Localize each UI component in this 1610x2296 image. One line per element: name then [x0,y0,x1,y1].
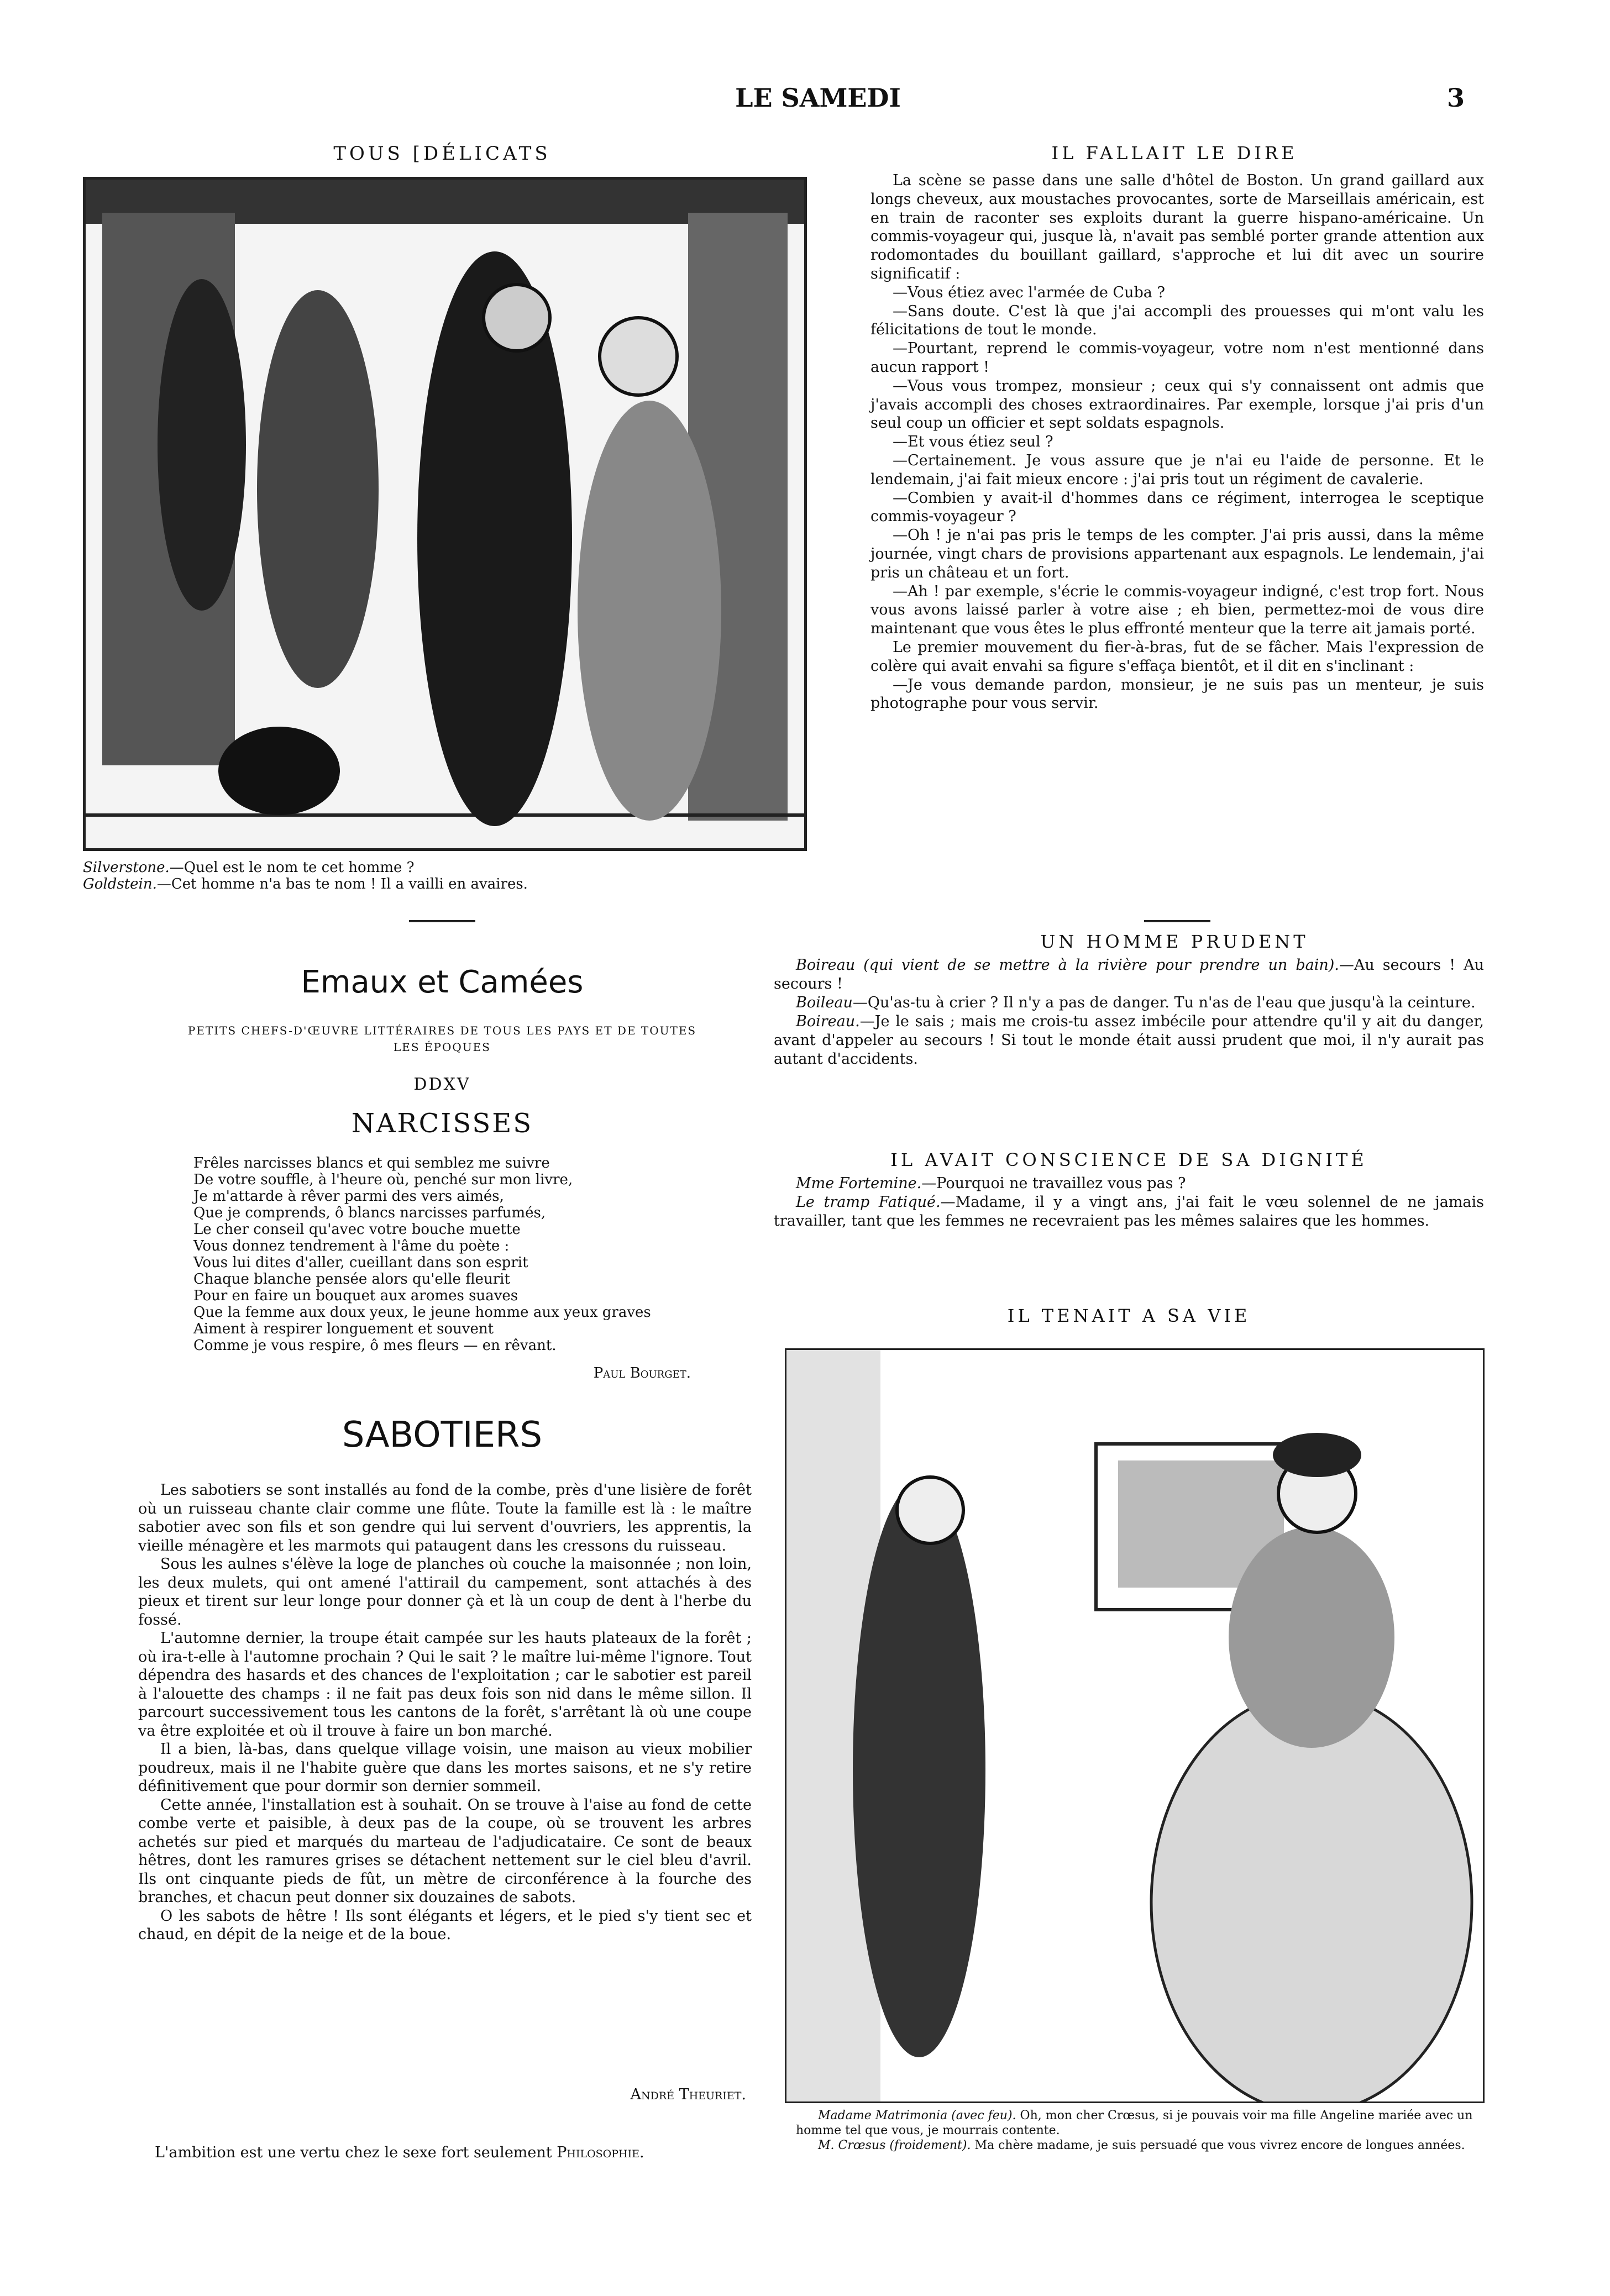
paragraph: —Je vous demande pardon, monsieur, je ne suis pas un menteur, je suis photographe pour vous servir. [870,676,1484,712]
maxim-text: L'ambition est une vertu chez le sexe fort seulement [155,2144,552,2161]
paragraph: —Et vous étiez seul ? [893,433,1053,451]
paragraph: —Certainement. Je vous assure que je n'ai eu l'aide de personne. Et le lendemain, j'ai fait mieux encore : j'ai pris tout un régiment de cavalerie. [870,451,1484,488]
cartoon-caption [796,2108,1481,2153]
paragraph: L'automne dernier, la troupe était campée sur les hauts plateaux de la forêt ; où ira-t-elle à l'automne prochain ? Qui le sait ? le maître lui-même l'ignore. Tout dépendra des hasards et des chances de l'exploitation ; car le sabotier est pareil à l'alouette des champs : il ne fait pas deux fois son nid dans le même sillon. Il parcourt successivement tous les cantons de la forêt, s'arrêtant là où une coupe va être exploitée et où il trouve à faire un bon marché. [138,1630,752,1740]
paragraph: Sous les aulnes s'élève la loge de planches où couche la maisonnée ; non loin, les deux mulets, qui ont amené l'attirail du campement, sont attachés à des pieux et tirent sur leur longe pour donner çà et là un coup de dent à l'herbe du fossé. [138,1556,752,1628]
paragraph: —Ah ! par exemple, s'écrie le commis-voyageur indigné, c'est trop fort. Nous vous avons laissé parler à votre aise ; eh bien, permettez-moi de vous dire maintenant que vous êtes le plus effronté menteur que la terre ait jamais porté. [870,582,1484,638]
sabotiers-article [138,1481,752,1944]
paragraph: —Pourtant, reprend le commis-voyageur, votre nom n'est mentionné dans aucun rapport ! [870,340,1484,376]
conscience-article [774,1174,1484,1231]
poem-title: NARCISSES [351,1108,533,1139]
cartoon-caption [83,859,801,892]
section-title-tenait: IL TENAIT A SA VIE [1007,1305,1251,1326]
cartoon-title: TOUS [DÉLICATS [333,143,551,165]
section-title-sabotiers: SABOTIERS [342,1415,543,1456]
caption-speaker: M. Crœsus (froidement). [818,2139,971,2152]
poem-number: DDXV [413,1075,471,1094]
poem-line: De votre souffle, à l'heure où, penché sur mon livre, [193,1171,573,1188]
cartoon-illustration-parlor [785,1348,1485,2103]
section-title-prudent: UN HOMME PRUDENT [1040,931,1309,952]
caption-speaker: Madame Matrimonia (avec feu). [818,2109,1016,2122]
caption-text: Oh, mon cher Crœsus, si je pouvais voir ma fille Angeline mariée avec un homme tel que vous, je mourrais contente. [796,2109,1473,2137]
poem-author: Paul Bourget. [593,1365,691,1381]
paragraph: Cette année, l'installation est à souhait. On se trouve à l'aise au fond de cette combe verte et paisible, à deux pas de la coupe, où se trouvent les arbres achetés sur pied et marqués du marteau de l'adjudicataire. Ce sont de beaux hêtres, dont les ramures grises se détachent nettement sur le ciel bleu d'avril. Ils ont cinquante pieds de fût, un mètre de circonférence à la fourche des branches, et chacun peut donner six douzaines de sabots. [138,1796,752,1906]
dialogue-speaker: Le tramp Fatiqué. [796,1194,941,1211]
dialogue-text: —Pourquoi ne travaillez vous pas ? [921,1175,1186,1192]
section-subtitle: PETITS CHEFS-D'ŒUVRE LITTÉRAIRES DE TOUS LES PAYS ET DE TOUTES LES ÉPOQUES [187,1024,697,1054]
caption-speaker: Goldstein. [83,876,157,892]
maxim [155,2144,763,2161]
paragraph: —Sans doute. C'est là que j'ai accompli des prouesses qui m'ont valu les félicitations de tout le monde. [870,302,1484,339]
section-title-emaux: Emaux et Camées [301,964,584,1000]
paragraph: O les sabots de hêtre ! Ils sont élégants et légers, et le pied s'y tient sec et chaud, en dépit de la neige et de la boue. [138,1907,752,1943]
dialogue-speaker: Boireau. [796,1013,860,1030]
dialogue-speaker: Mme Fortemine. [796,1175,922,1192]
poem-line: Comme je vous respire, ô mes fleurs — en rêvant. [193,1337,557,1354]
poem-line: Pour en faire un bouquet aux aromes suaves [193,1288,518,1304]
dialogue-text: —Je le sais ; mais me crois-tu assez imbécile pour attendre qu'il y ait du danger, avant d'appeler au secours ! Si tout le monde était aussi prudent que moi, il n'y aurait pas autant d'accidents. [774,1013,1484,1068]
dialogue-text: —Au secours ! Au secours ! [774,957,1484,992]
paragraph: La scène se passe dans une salle d'hôtel de Boston. Un grand gaillard aux longs cheveux, aux moustaches provocantes, sorte de Marseillais américain, est en train de raconter ses exploits durant la guerre hispano-américaine. Un commis-voyageur qui, jusque là, n'avait pas semblé porter grande attention aux rodomontades du bouillant gaillard, s'approche et lui dit avec un sourire significatif : [870,172,1484,282]
section-title-conscience: IL AVAIT CONSCIENCE DE SA DIGNITÉ [890,1149,1367,1170]
page-number: 3 [1446,83,1465,113]
poem-line: Je m'attarde à rêver parmi des vers aimés, [193,1188,504,1205]
poem-line: Vous lui dites d'aller, cueillant dans son esprit [193,1254,528,1271]
dialogue-speaker: Boireau (qui vient de se mettre à la rivière pour prendre un bain). [796,957,1339,974]
running-header [0,83,1610,122]
section-title-fallait: IL FALLAIT LE DIRE [1051,143,1298,164]
dialogue-text: —Madame, il y a vingt ans, j'ai fait le vœu solennel de ne jamais travailler, tant que les femmes ne recevraient pas les mêmes salaires que les hommes. [774,1194,1485,1230]
caption-text: —Quel est le nom te cet homme ? [169,859,415,876]
poem-line: Frêles narcisses blancs et qui semblez me suivre [193,1155,550,1171]
paragraph: —Oh ! je n'ai pas pris le temps de les compter. J'ai pris aussi, dans la même journée, vingt chars de provisions appartenant aux espagnols. Le lendemain, j'ai pris un château et un fort. [870,527,1484,581]
maxim-author: Philosophie. [557,2144,644,2161]
poem-line: Que la femme aux doux yeux, le jeune homme aux yeux graves [193,1304,651,1321]
poem-line: Le cher conseil qu'avec votre bouche muette [193,1221,521,1238]
article-author: André Theuriet. [630,2086,746,2103]
poem-line: Vous donnez tendrement à l'âme du poète : [193,1238,510,1254]
poem-line: Chaque blanche pensée alors qu'elle fleurit [193,1271,510,1288]
paragraph: Il a bien, là-bas, dans quelque village voisin, une maison au vieux mobilier poudreux, mais il ne l'habite guère que dans les mortes saisons, et ne s'y retire définitivement que pour dormir son dernier sommeil. [138,1741,752,1795]
caption-text: —Cet homme n'a bas te nom ! Il a vailli en avaires. [156,876,528,892]
prudent-article [774,956,1484,1069]
caption-text: Ma chère madame, je suis persuadé que vous vivrez encore de longues années. [974,2139,1465,2152]
paragraph: —Vous étiez avec l'armée de Cuba ? [893,283,1165,301]
cartoon-illustration-drawing-room [83,177,807,851]
paragraph: —Combien y avait-il d'hommes dans ce régiment, interrogea le sceptique commis-voyageur ? [870,489,1484,526]
fallait-article [870,171,1484,713]
section-divider [1144,920,1210,922]
dialogue-speaker: Boileau [796,994,853,1011]
caption-speaker: Silverstone. [83,859,170,876]
poem-body [193,1155,746,1354]
paragraph: —Vous vous trompez, monsieur ; ceux qui s'y connaissent ont admis que j'avais accompli des choses extraordinaires. Par exemple, lorsque j'ai pris d'un seul coup un officier et sept soldats espagnols. [870,377,1484,432]
dialogue-text: —Qu'as-tu à crier ? Il n'y a pas de danger. Tu n'as de l'eau que jusqu'à la ceinture. [852,994,1476,1011]
paragraph: Les sabotiers se sont installés au fond de la combe, près d'une lisière de forêt où un ruisseau chante clair comme une flûte. Toute la famille est là : le maître sabotier avec son fils et son gendre qui lui servent d'ouvriers, les apprentis, la vieille ménagère et les marmots qui pataugent dans les cressons du ruisseau. [138,1481,752,1554]
section-divider [409,920,475,922]
poem-line: Aiment à respirer longuement et souvent [193,1321,494,1337]
paragraph: Le premier mouvement du fier-à-bras, fut de se fâcher. Mais l'expression de colère qui avait envahi sa figure s'effaça bientôt, et il dit en s'inclinant : [870,638,1484,675]
poem-line: Que je comprends, ô blancs narcisses parfumés, [193,1205,546,1221]
newspaper-title: LE SAMEDI [735,83,901,113]
